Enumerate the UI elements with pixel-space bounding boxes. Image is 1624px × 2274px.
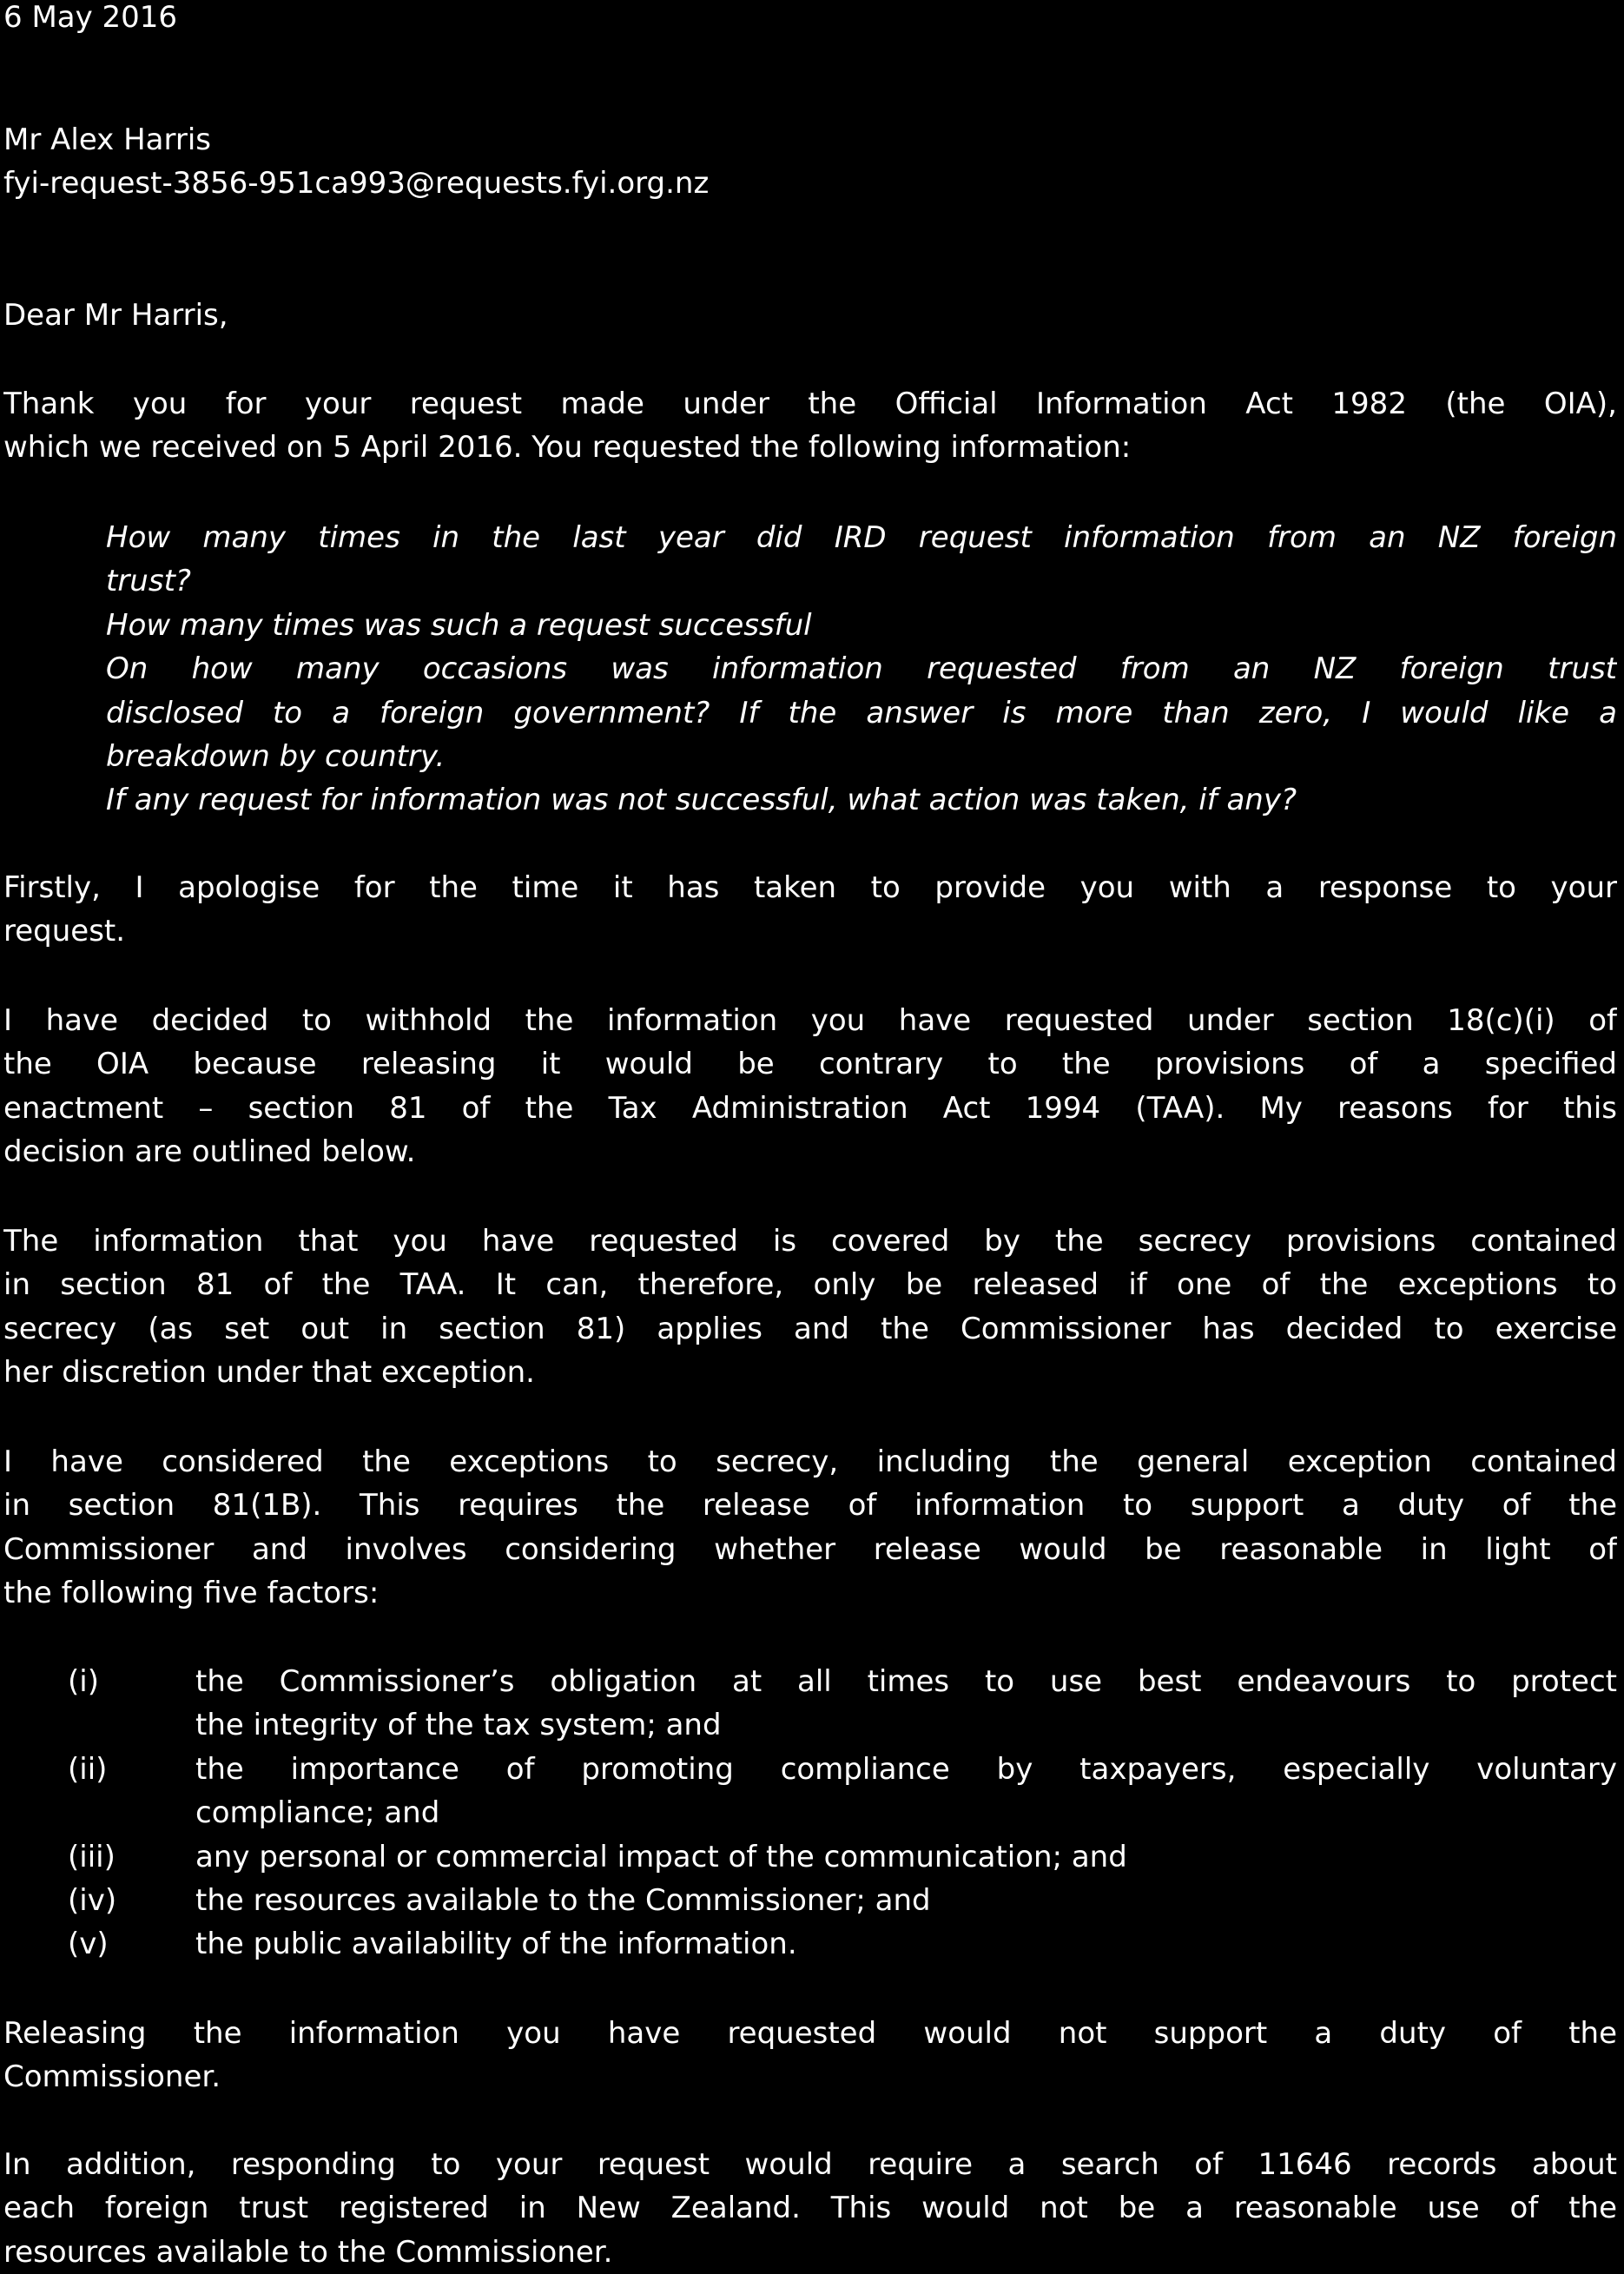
paragraph-line: in section 81 of the TAA. It can, therefore, only be released if one of the exceptions to (3, 1267, 1617, 1303)
recipient-email: fyi-request-3856-951ca993@requests.fyi.org.nz (3, 166, 710, 202)
salutation-text: Dear Mr Harris, (3, 298, 228, 333)
factors-list (68, 1660, 1617, 1967)
paragraph-line: each foreign trust registered in New Zealand. This would not be a reasonable use of the (3, 2191, 1617, 2226)
quote-line: disclosed to a foreign government? If the answer is more than zero, I would like a (106, 695, 1617, 730)
paragraph-line: Commissioner. (3, 2059, 221, 2095)
paragraph-line: which we received on 5 April 2016. You requested the following information: (3, 430, 1132, 466)
quoted-request (106, 516, 1617, 823)
factor-item (68, 1879, 1617, 1922)
factor-number: (v) (68, 1927, 109, 1962)
factor-line: the Commissioner’s obligation at all times to use best endeavours to protect (195, 1664, 1617, 1699)
factor-line: the importance of promoting compliance by taxpayers, especially voluntary (195, 1751, 1617, 1787)
factor-number: (ii) (68, 1751, 108, 1787)
quote-line: How many times was such a request successful (106, 607, 812, 643)
paragraph-line: Commissioner and involves considering whether release would be reasonable in light of (3, 1531, 1617, 1567)
paragraph-line: the following five factors: (3, 1576, 380, 1611)
paragraph-decision (3, 999, 1617, 1174)
factor-number: (iii) (68, 1839, 116, 1874)
paragraph-line: enactment – section 81 of the Tax Administration Act 1994 (TAA). My reasons for this (3, 1090, 1617, 1126)
paragraph-line: Thank you for your request made under the Official Information Act 1982 (the OIA), (3, 387, 1617, 421)
recipient-block (3, 118, 1617, 206)
paragraph-line: I have decided to withhold the information you have requested under section 18(c)(i) of (3, 1003, 1617, 1038)
paragraph-line: secrecy (as set out in section 81) applies and the Commissioner has decided to exercise (3, 1311, 1617, 1346)
paragraph-line: The information that you have requested is covered by the secrecy provisions contained (3, 1224, 1617, 1259)
factor-number: (iv) (68, 1882, 117, 1918)
date-text: 6 May 2016 (3, 0, 178, 35)
factor-line: the resources available to the Commissioner; and (195, 1882, 931, 1918)
quote-line: On how many occasions was information requested from an NZ foreign trust (106, 651, 1617, 687)
paragraph-apology (3, 866, 1617, 954)
quote-line: trust? (106, 564, 191, 599)
paragraph-line: decision are outlined below. (3, 1134, 416, 1170)
letter-date (3, 0, 1617, 39)
factor-line: the integrity of the tax system; and (195, 1708, 722, 1743)
paragraph-line: I have considered the exceptions to secrecy, including the general exception contained (3, 1444, 1617, 1479)
salutation (3, 294, 1617, 337)
factor-line: the public availability of the information. (195, 1927, 797, 1962)
paragraph-intro (3, 382, 1617, 470)
paragraph-line: the OIA because releasing it would be contrary to the provisions of a specified (3, 1047, 1617, 1082)
paragraph-resources (3, 2143, 1617, 2274)
paragraph-line: request. (3, 914, 126, 949)
factor-item (68, 1748, 1617, 1835)
factor-line: compliance; and (195, 1795, 440, 1831)
paragraph-exceptions (3, 1440, 1617, 1616)
paragraph-line: In addition, responding to your request would require a search of 11646 records about (3, 2147, 1617, 2182)
factor-item (68, 1660, 1617, 1748)
paragraph-line: Releasing the information you have requested would not support a duty of the (3, 2016, 1617, 2051)
factor-line: any personal or commercial impact of the communication; and (195, 1839, 1127, 1874)
quote-line: breakdown by country. (106, 738, 446, 774)
paragraph-line: resources available to the Commissioner. (3, 2234, 613, 2270)
paragraph-duty (3, 2012, 1617, 2099)
paragraph-line: in section 81(1B). This requires the release of information to support a duty of the (3, 1488, 1617, 1524)
paragraph-secrecy (3, 1220, 1617, 1395)
factor-number: (i) (68, 1664, 99, 1699)
quote-line: If any request for information was not successful, what action was taken, if any? (106, 783, 1297, 818)
recipient-name: Mr Alex Harris (3, 122, 211, 157)
factor-item (68, 1922, 1617, 1966)
paragraph-line: Firstly, I apologise for the time it has taken to provide you with a response to your (3, 870, 1617, 905)
factor-item (68, 1835, 1617, 1879)
paragraph-line: her discretion under that exception. (3, 1355, 535, 1391)
quote-line: How many times in the last year did IRD request information from an NZ foreign (106, 520, 1617, 555)
